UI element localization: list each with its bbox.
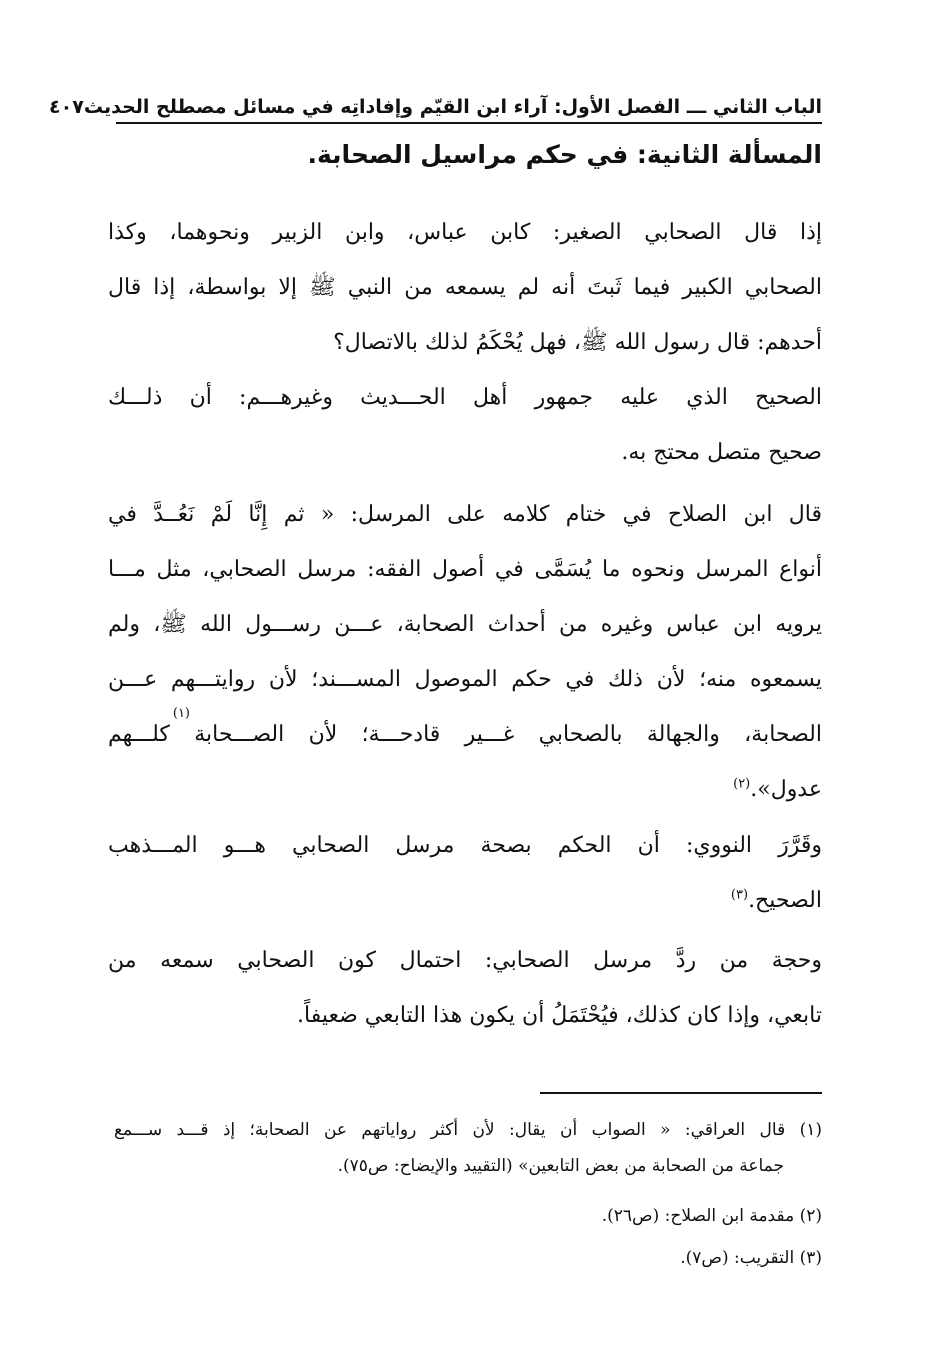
footnote-3 — [114, 1240, 822, 1276]
footnote-ref: (٢) — [733, 776, 751, 792]
text-line: يرويه ابن عباس وغيره من أحداث الصحابة، عـــن رســـول الله ﷺ، ولم — [108, 612, 822, 637]
text-line: يسمعوه منه؛ لأن ذلك في حكم الموصول المســـند؛ لأن روايتـــهم عـــن — [108, 667, 822, 692]
line-text: الصحابة، والجهالة بالصحابي غـــير قادحـــة؛ لأن الصـــحابة كلـــهم — [108, 722, 822, 747]
running-header — [49, 84, 822, 124]
text-line: صحيح متصل محتج به. — [621, 440, 822, 465]
line-text: عدول». — [750, 777, 822, 802]
footnote-ref: (٣) — [730, 887, 749, 903]
paragraph-2 — [108, 370, 822, 480]
paragraph-1 — [108, 205, 822, 370]
footnote-line: جماعة من الصحابة من بعض التابعين» (التقييد والإيضاح: ص٧٥). — [337, 1156, 784, 1176]
text-line: تابعي، وإذا كان كذلك، فيُحْتَمَلُ أن يكون هذا التابعي ضعيفاً. — [297, 1003, 822, 1028]
text-line: وقَرَّرَ النووي: أن الحكم بصحة مرسل الصحابي هـــو المـــذهب — [108, 833, 822, 858]
page-number: ٤٠٧ — [49, 96, 84, 118]
footnote-line: (٣) التقريب: (ص٧). — [680, 1248, 822, 1268]
line-text: الصحيح. — [748, 888, 822, 913]
text-line: وحجة من ردَّ مرسل الصحابي: احتمال كون الصحابي سمعه من — [108, 948, 822, 973]
text-line-with-note — [108, 873, 822, 928]
text-line: أحدهم: قال رسول الله ﷺ، فهل يُحْكَمُ لذلك بالاتصال؟ — [333, 330, 822, 355]
text-line: أنواع المرسل ونحوه ما يُسَمَّى في أصول الفقه: مرسل الصحابي، مثل مـــا — [108, 557, 822, 582]
text-line-with-note — [108, 762, 822, 817]
footnote-line: (٢) مقدمة ابن الصلاح: (ص٢٦). — [601, 1206, 822, 1226]
text-line: الصحيح الذي عليه جمهور أهل الحـــديث وغيرهـــم: أن ذلـــك — [108, 385, 822, 410]
text-line: إذا قال الصحابي الصغير: كابن عباس، وابن الزبير ونحوهما، وكذا — [108, 220, 822, 245]
section-title: المسألة الثانية: في حكم مراسيل الصحابة. — [307, 140, 822, 169]
footnote-line: (١) قال العراقي: « الصواب أن يقال: لأن أكثر رواياتهم عن الصحابة؛ إذ قـــد ســـمع — [114, 1120, 822, 1140]
paragraph-3 — [108, 487, 822, 817]
running-title: الباب الثاني ـــ الفصل الأول: آراء ابن القيّم وإفاداتِه في مسائل مصطلح الحديث — [83, 96, 822, 118]
footnote-separator — [540, 1092, 822, 1094]
footnote-1 — [114, 1112, 822, 1184]
book-page: الباب الثاني ـــ الفصل الأول: آراء ابن القيّم وإفاداتِه في مسائل مصطلح الحديث ٤٠٧ المسألة الثانية: في حكم مراسيل الصحابة. إذا قال الصحابي الصغير: كابن عباس، وابن الزبير ونحوهما، وكذا الصحابي الكبير فيما ثَبتَ أنه لم يسمعه من النبي ﷺ إلا بواسطة، إذا قال أحدهم: قال رسول الله ﷺ، فهل يُحْكَمُ لذلك بالاتصال؟ الصحيح الذي عليه جمهور أهل الحـــديث وغيرهـــم: أن ذلـــك صحيح متصل محتج به. قال ابن الصلاح في ختام كلامه على المرسل: « ثم إِنَّا لَمْ نَعُــدَّ في أنواع المرسل ونحوه ما يُسَمَّى في أصول الفقه: مرسل الصحابي، مثل مـــا يرويه ابن عباس وغيره من أحداث الصحابة، عـــن رســـول الله ﷺ، ولم يسمعوه منه؛ لأن ذلك في حكم الموصول المســـند؛ لأن روايتـــهم عـــن الصحابة، والجهالة بالصحابي غـــير قادحـــة؛ لأن الصـــحابة كلـــهم عدول».$^{(٢)}$ (١) وقَرَّرَ النووي: أن الحكم بصحة مرسل الصحابي هـــو المـــذهب الصحيح.$^{(٣)}$ وحجة من ردَّ مرسل الصحابي: احتمال كون الصحابي سمعه من تابعي، وإذا كان كذلك، فيُحْتَمَلُ أن يكون هذا التابعي ضعيفاً. (١) قال العراقي: « الصواب أن يقال: لأن أكثر رواياتهم عن الصحابة؛ إذ قـــد ســـمع جماعة من الصحابة من بعض التابعين» (التقييد والإيضاح: ص٧٥). (٢) مقدمة ابن الصلاح: (ص٢٦). (٣) التقريب: (ص٧). — [0, 0, 942, 1370]
text-line: قال ابن الصلاح في ختام كلامه على المرسل: « ثم إِنَّا لَمْ نَعُــدَّ في — [108, 502, 822, 527]
text-line: الصحابي الكبير فيما ثَبتَ أنه لم يسمعه من النبي ﷺ إلا بواسطة، إذا قال — [108, 275, 822, 300]
footnote-2 — [114, 1198, 822, 1234]
paragraph-4 — [108, 818, 822, 928]
text-line-with-note — [108, 707, 822, 762]
paragraph-5 — [108, 933, 822, 1043]
